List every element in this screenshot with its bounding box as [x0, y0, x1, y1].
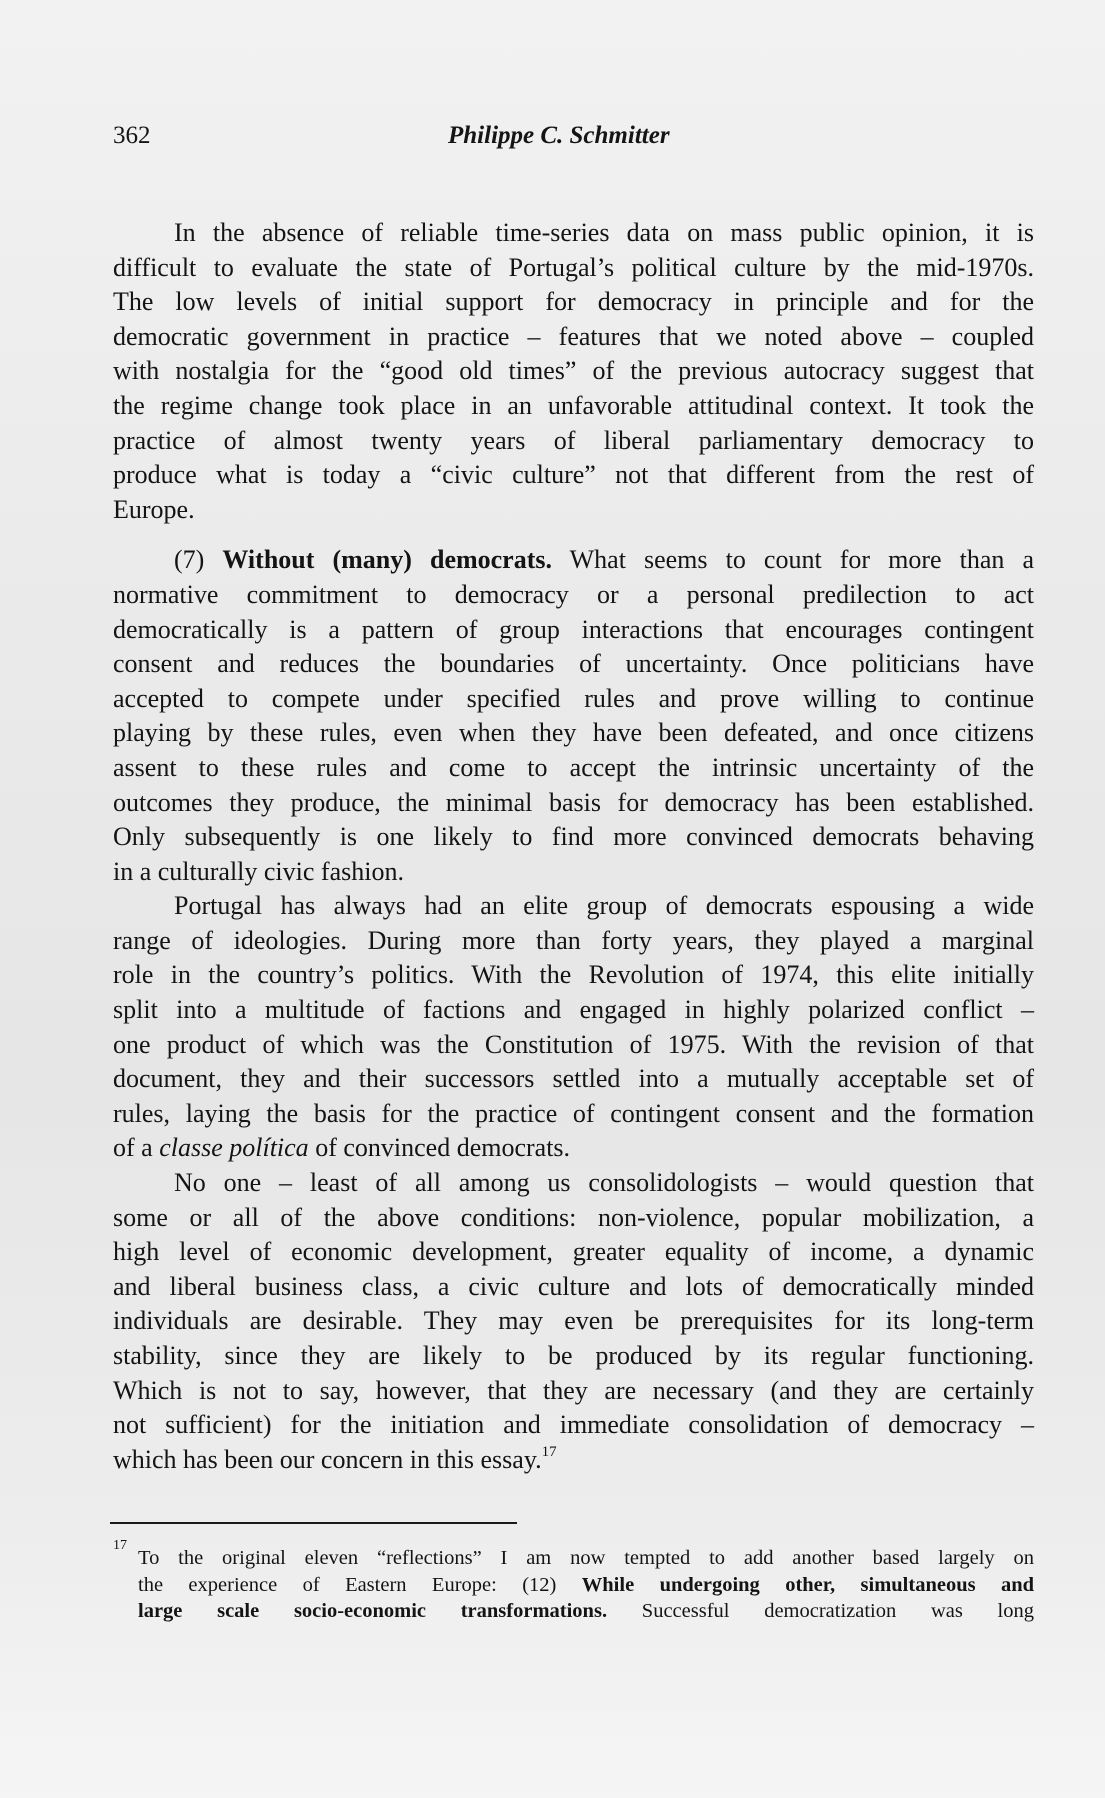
- footnote-17: [113, 1538, 1035, 1625]
- text-line: practice of almost twenty years of liberal parliamentary democracy to: [113, 425, 1034, 455]
- paragraph-elite-democrats: [113, 889, 1034, 1166]
- footnote-bold-heading: large scale socio-economic transformations.: [138, 1600, 608, 1622]
- running-head: [113, 121, 1034, 151]
- text-line: accepted to compete under specified rules and prove willing to continue: [113, 683, 1034, 713]
- footnote-body: [138, 1545, 1034, 1625]
- text-line: assent to these rules and come to accept the intrinsic uncertainty of the: [113, 752, 1034, 782]
- footnote-line: [138, 1572, 1034, 1599]
- text-line: The low levels of initial support for democracy in principle and for the: [113, 287, 1034, 317]
- text-line: consent and reduces the boundaries of uncertainty. Once politicians have: [113, 649, 1034, 679]
- text-line: Which is not to say, however, that they are necessary (and they are certainly: [113, 1375, 1034, 1405]
- text-line: democratic government in practice – features that we noted above – coupled: [113, 321, 1034, 351]
- paragraph-conditions: [113, 1166, 1034, 1477]
- running-title-author: Philippe C. Schmitter: [448, 122, 670, 149]
- footnote-line: To the original eleven “reflections” I am now tempted to add another based largely on: [138, 1547, 1034, 1569]
- text-run: What seems to count for more than a: [569, 545, 1034, 575]
- text-line: stability, since they are likely to be produced by its regular functioning.: [113, 1341, 1034, 1370]
- text-line: Europe.: [113, 494, 195, 524]
- text-line: [113, 543, 1034, 578]
- text-line: democratically is a pattern of group interactions that encourages contingent: [113, 614, 1034, 644]
- text-line: some or all of the above conditions: non-violence, popular mobilization, a: [113, 1202, 1034, 1232]
- text-line: split into a multitude of factions and engaged in highly polarized conflict –: [113, 995, 1034, 1025]
- text-line: range of ideologies. During more than forty years, they played a marginal: [113, 925, 1034, 955]
- text-line: outcomes they produce, the minimal basis for democracy has been established.: [113, 787, 1034, 817]
- text-line: [113, 1443, 1034, 1478]
- text-line: one product of which was the Constitution of 1975. With the revision of that: [113, 1029, 1034, 1059]
- text-line: In the absence of reliable time-series data on mass public opinion, it is: [174, 218, 1034, 247]
- text-line: the regime change took place in an unfavorable attitudinal context. It took the: [113, 390, 1034, 420]
- text-run: Successful democratization was long: [641, 1600, 1034, 1622]
- section-number: (7): [174, 545, 205, 575]
- paragraph-without-many-democrats: [113, 543, 1034, 889]
- text-line: Portugal has always had an elite group of democrats espousing a wide: [174, 891, 1034, 921]
- page-number: 362: [113, 122, 151, 149]
- text-run: the experience of Eastern Europe: (12): [138, 1573, 557, 1596]
- text-line: role in the country’s politics. With the Revolution of 1974, this elite initially: [113, 960, 1034, 990]
- italic-term: classe política: [159, 1133, 309, 1163]
- text-run: of convinced democrats.: [315, 1133, 571, 1163]
- text-line: difficult to evaluate the state of Portugal’s political culture by the mid-1970s.: [113, 252, 1034, 282]
- footnote-bold-heading: While undergoing other, simultaneous and: [581, 1573, 1035, 1596]
- footnote-reference[interactable]: 17: [541, 1443, 557, 1460]
- text-line: document, they and their successors settled into a mutually acceptable set of: [113, 1064, 1034, 1094]
- text-line: individuals are desirable. They may even be prerequisites for its long-term: [113, 1306, 1034, 1336]
- body-text: [113, 216, 1034, 1477]
- section-heading: Without (many) democrats.: [222, 545, 552, 575]
- footnote-divider: [110, 1522, 517, 1524]
- footnote-mark: 17: [113, 1538, 127, 1553]
- text-line: [113, 1131, 1034, 1166]
- text-line: produce what is today a “civic culture” not that different from the rest of: [113, 460, 1034, 490]
- text-line: normative commitment to democracy or a personal predilection to act: [113, 579, 1034, 609]
- text-line: playing by these rules, even when they have been defeated, and once citizens: [113, 718, 1034, 748]
- text-line: with nostalgia for the “good old times” of the previous autocracy suggest that: [113, 356, 1034, 386]
- footnotes: [113, 1538, 1035, 1625]
- text-line: rules, laying the basis for the practice of contingent consent and the formation: [113, 1098, 1034, 1128]
- text-line: No one – least of all among us consolidologists – would question that: [174, 1168, 1034, 1198]
- text-run: of a: [113, 1133, 153, 1163]
- paragraph-political-culture: [113, 216, 1034, 527]
- footnote-line: [138, 1598, 1034, 1625]
- text-line: high level of economic development, greater equality of income, a dynamic: [113, 1237, 1034, 1267]
- text-line: and liberal business class, a civic culture and lots of democratically minded: [113, 1271, 1034, 1301]
- text-line: in a culturally civic fashion.: [113, 856, 404, 886]
- text-line: not sufficient) for the initiation and immediate consolidation of democracy –: [113, 1410, 1034, 1440]
- text-line: Only subsequently is one likely to find more convinced democrats behaving: [113, 822, 1034, 852]
- text-run: which has been our concern in this essay.: [113, 1444, 542, 1474]
